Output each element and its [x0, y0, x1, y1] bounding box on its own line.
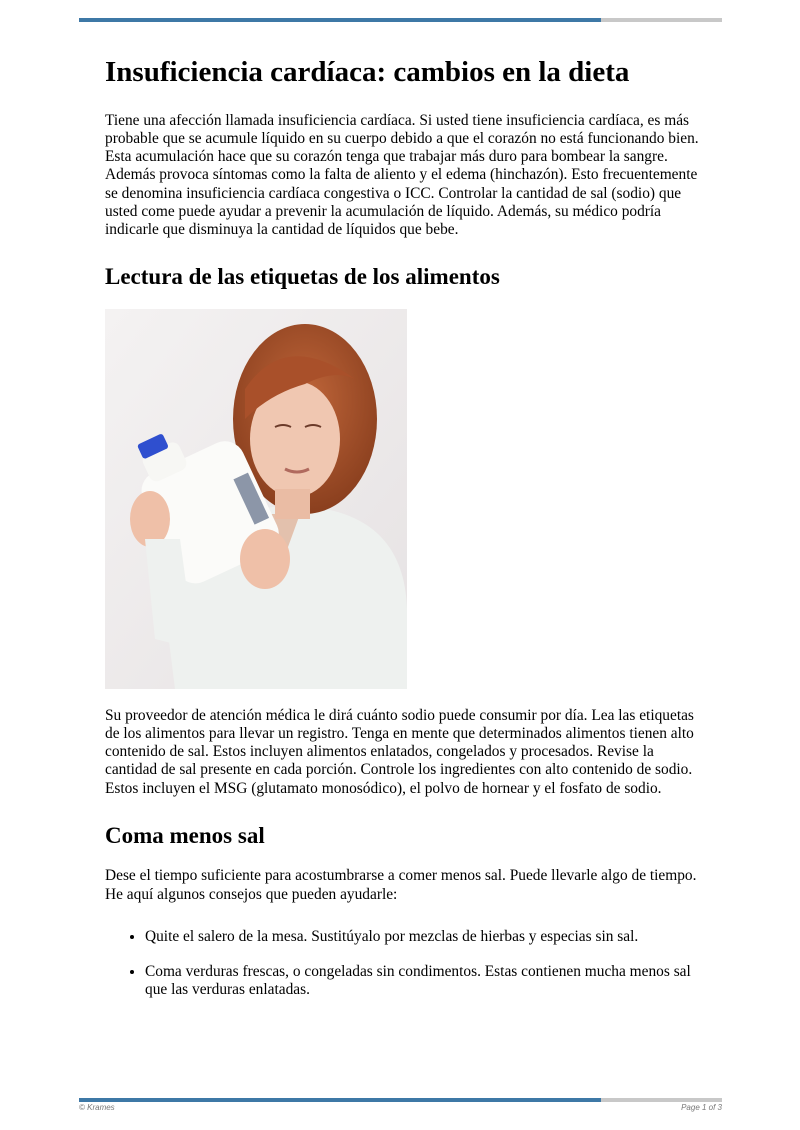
intro-paragraph: Tiene una afección llamada insuficiencia cardíaca. Si usted tiene insuficiencia cardíaca, es más probable que se acumule líquido en su cuerpo debido a que el corazón no está funcionando bien. Esta acumulación hace que su corazón tenga que trabajar más duro para bombear la sangre. Además provoca síntomas como la falta de aliento y el edema (hinchazón). Esto frecuentemente se denomina insuficiencia cardíaca congestiva o ICC. Controlar la cantidad de sal (sodio) que usted come puede ayudar a prevenir la acumulación de líquido. Además, su médico podría indicarle que disminuya la cantidad de líquidos que bebe.: [105, 111, 699, 239]
header-rule: [79, 18, 722, 22]
document-body: [105, 55, 700, 1016]
food-labels-paragraph: Su proveedor de atención médica le dirá cuánto sodio puede consumir por día. Lea las etiquetas de los alimentos para llevar un registro. Tenga en mente que determinados alimentos tienen alto contenido de sal. Estos incluyen alimentos enlatados, congelados y procesados. Revise la cantidad de sal presente en cada porción. Controle los ingredientes con alto contenido de sodio. Estos incluyen el MSG (glutamato monosódico), el polvo de hornear y el fosfato de sodio.: [105, 706, 694, 797]
list-item: • Quite el salero de la mesa. Sustitúyalo por mezclas de hierbas y especias sin sal.: [145, 928, 700, 946]
footer-rule: [79, 1098, 722, 1102]
footer-rule-accent: [79, 1098, 601, 1102]
section-heading-less-salt: Coma menos sal: [105, 822, 265, 848]
footer-page-number: Page 1 of 3: [681, 1103, 722, 1112]
footer-copyright: © Krames: [79, 1103, 115, 1112]
section-heading-food-labels: Lectura de las etiquetas de los alimentos: [105, 264, 500, 290]
tips-list: [105, 928, 700, 1000]
header-rule-accent: [79, 18, 601, 22]
woman-reading-milk-label-photo: [105, 309, 407, 689]
less-salt-paragraph: Dese el tiempo suficiente para acostumbrarse a comer menos sal. Puede llevarle algo de tiempo. He aquí algunos consejos que pueden ayudarle:: [105, 867, 697, 903]
page-title: Insuficiencia cardíaca: cambios en la dieta: [105, 56, 630, 88]
list-item: • Coma verduras frescas, o congeladas sin condimentos. Estas contienen mucha menos sal que las verduras enlatadas.: [145, 963, 700, 999]
